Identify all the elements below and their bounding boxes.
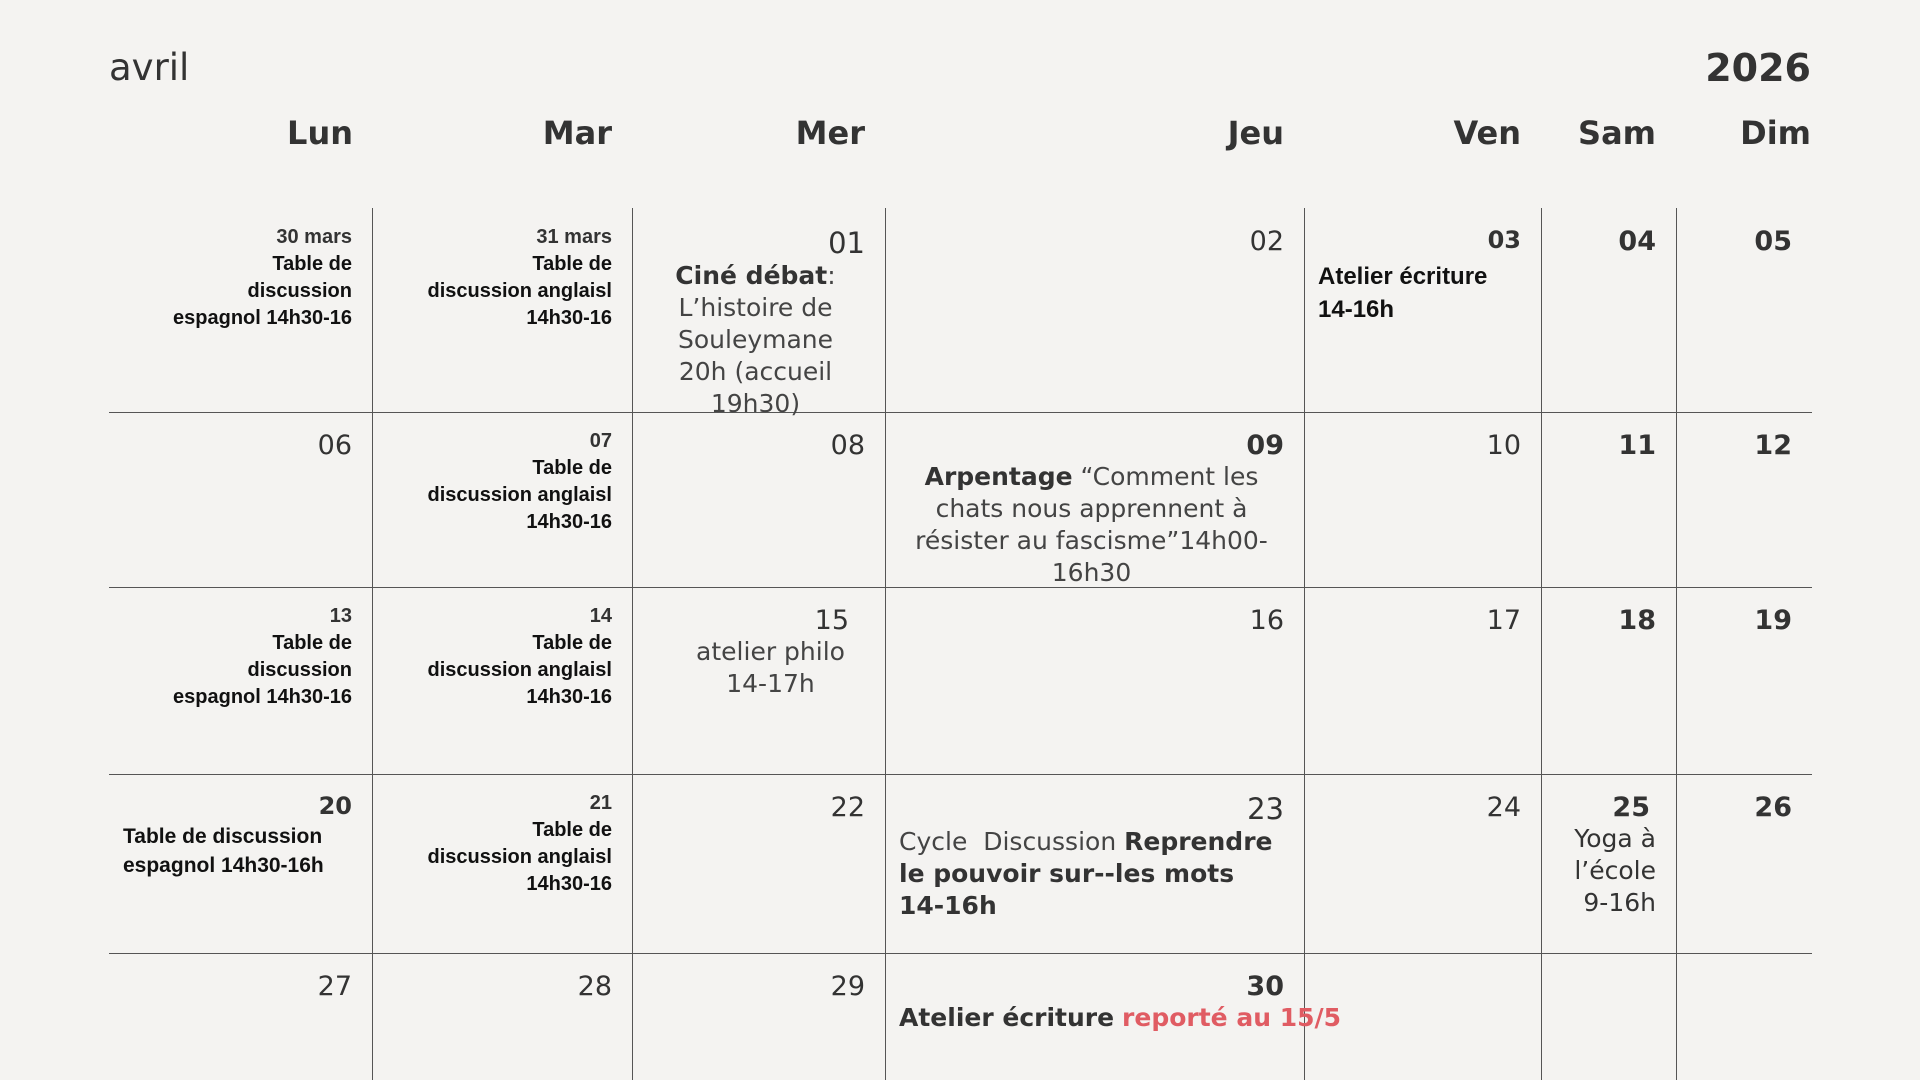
event-title: Reprendre le pouvoir sur--les mots 14-16h (899, 827, 1304, 920)
event-prefix: Cycle Discussion (899, 827, 1117, 856)
day-number: 19 (1754, 605, 1792, 636)
event-text: Table de discussion anglaisl 14h30-16 (427, 457, 612, 533)
day-number: 25 (1612, 792, 1650, 823)
day-number: 30 mars (276, 226, 352, 248)
day-number: 30 (1246, 971, 1284, 1002)
day-number: 21 (589, 792, 612, 814)
day-cell[interactable] (632, 208, 885, 418)
day-number: 23 (1247, 792, 1284, 826)
day-cell[interactable] (109, 953, 372, 1080)
day-cell[interactable] (885, 208, 1304, 412)
day-number: 20 (318, 792, 352, 820)
day-number: 17 (1486, 605, 1521, 636)
day-number: 04 (1618, 226, 1656, 257)
day-cell[interactable] (372, 774, 632, 953)
day-cell-empty (1304, 953, 1541, 1080)
day-cell[interactable] (1676, 774, 1812, 953)
day-number: 24 (1486, 792, 1521, 823)
day-number: 13 (329, 605, 352, 627)
dayhead-lun: Lun (287, 114, 353, 152)
event-text: Table de discussion espagnol 14h30-16h (123, 825, 324, 877)
day-number: 26 (1754, 792, 1792, 823)
year-title: 2026 (1705, 46, 1811, 90)
day-cell[interactable] (1541, 587, 1676, 774)
event (899, 461, 1284, 589)
event-sep: : (827, 261, 836, 290)
day-cell[interactable] (1304, 412, 1541, 587)
day-number: 06 (317, 430, 352, 461)
event-text: “Comment les chats nous apprennent à résister au fascisme”14h00-16h30 (915, 462, 1268, 587)
day-cell[interactable] (1676, 208, 1812, 412)
day-number: 18 (1618, 605, 1656, 636)
day-cell[interactable] (1541, 774, 1676, 953)
event-text: Yoga à l’école 9-16h (1574, 824, 1656, 917)
day-number: 07 (589, 430, 612, 452)
day-number: 22 (830, 792, 865, 823)
event-title: Arpentage (924, 462, 1073, 491)
event-text: Table de discussion anglaisl 14h30-16 (427, 819, 612, 895)
day-cell[interactable] (109, 412, 372, 587)
day-cell[interactable] (109, 587, 372, 774)
event (899, 1002, 1342, 1034)
event-note: reporté au 15/5 (1122, 1003, 1342, 1032)
day-number: 15 (814, 605, 849, 636)
event-text: Table de discussion anglaisl 14h30-16 (427, 632, 612, 708)
day-number: 01 (828, 226, 865, 260)
event-title: Ciné débat (675, 261, 828, 290)
event-text: L’histoire de Souleymane 20h (accueil 19h30) (677, 293, 834, 418)
day-cell[interactable] (885, 774, 1304, 953)
day-cell[interactable] (372, 412, 632, 587)
event-text: Atelier écriture 14-16h (1318, 263, 1488, 323)
day-cell[interactable] (1304, 208, 1541, 412)
day-cell[interactable] (109, 208, 372, 412)
day-number: 31 mars (536, 226, 612, 248)
day-cell[interactable] (632, 953, 885, 1080)
day-number: 10 (1486, 430, 1521, 461)
day-number: 02 (1249, 226, 1284, 257)
day-cell[interactable] (109, 774, 372, 953)
day-cell[interactable] (372, 587, 632, 774)
day-cell[interactable] (1541, 208, 1676, 412)
day-number: 09 (1246, 430, 1284, 461)
day-number: 11 (1618, 430, 1656, 461)
dayhead-mar: Mar (542, 114, 612, 152)
day-cell[interactable] (372, 208, 632, 412)
day-number: 28 (577, 971, 612, 1002)
day-cell[interactable] (632, 587, 885, 774)
day-number: 27 (317, 971, 352, 1002)
dayhead-mer: Mer (795, 114, 865, 152)
dayhead-ven: Ven (1453, 114, 1521, 152)
day-cell[interactable] (885, 412, 1304, 587)
event-title: Atelier écriture (899, 1003, 1115, 1032)
day-number: 12 (1754, 430, 1792, 461)
month-title: avril (109, 46, 190, 89)
day-cell[interactable] (1304, 774, 1541, 953)
day-cell[interactable] (632, 412, 885, 587)
event (646, 260, 865, 420)
day-cell[interactable] (1304, 587, 1541, 774)
day-cell[interactable] (372, 953, 632, 1080)
day-cell[interactable] (1541, 412, 1676, 587)
day-number: 08 (830, 430, 865, 461)
event-text: Table de discussion espagnol 14h30-16 (173, 632, 352, 708)
day-number: 16 (1249, 605, 1284, 636)
day-number: 14 (589, 605, 612, 627)
day-cell-empty (1676, 953, 1812, 1080)
dayhead-dim: Dim (1740, 114, 1811, 152)
day-cell[interactable] (1676, 412, 1812, 587)
day-number: 05 (1754, 226, 1792, 257)
dayhead-jeu: Jeu (1227, 114, 1284, 152)
event-text: atelier philo 14-17h (696, 637, 845, 698)
event (899, 826, 1304, 922)
day-cell[interactable] (632, 774, 885, 953)
day-cell[interactable] (885, 587, 1304, 774)
event-text: Table de discussion anglaisl 14h30-16 (427, 253, 612, 329)
dayhead-sam: Sam (1578, 114, 1656, 152)
day-cell[interactable] (1676, 587, 1812, 774)
day-cell-empty (1541, 953, 1676, 1080)
day-cell[interactable] (885, 953, 1342, 1080)
event-text: Table de discussion espagnol 14h30-16 (173, 253, 352, 329)
day-number: 03 (1487, 226, 1521, 254)
day-number: 29 (830, 971, 865, 1002)
